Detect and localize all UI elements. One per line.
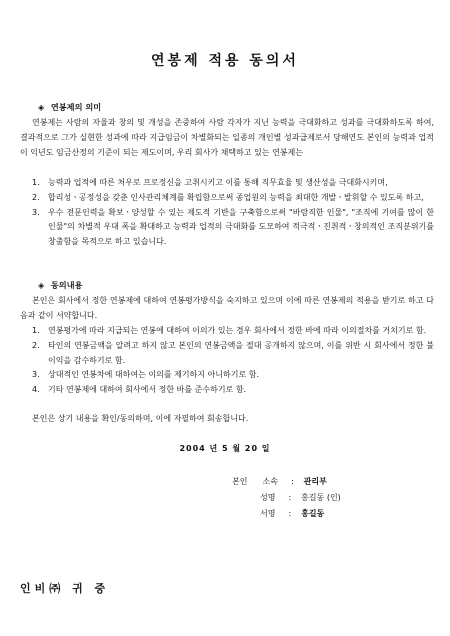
pledge-list — [20, 324, 434, 398]
document-title: 연봉제 적용 동의서 — [151, 53, 299, 69]
section-meaning-body — [20, 116, 434, 160]
signing-date: 2004 년 5 월 20 일 — [179, 444, 271, 453]
name-label: 성명 — [260, 493, 276, 502]
closing-statement: 본인은 상기 내용을 확인/동의하며, 이에 자필하여 회송합니다. — [32, 414, 249, 423]
paragraph-text: 본인은 회사에서 정한 연봉제에 대하여 연봉평가방식을 숙지하고 있으며 이에 따른 연봉제의 적용을 받기로 하고 다음과 같이 서약합니다. — [20, 296, 434, 320]
section-heading-text: 연봉제의 의미 — [50, 102, 102, 112]
list-item: 3. 상대적인 연봉차에 대하여는 이의를 제기하지 아니하기로 함. — [32, 370, 259, 380]
signature-sign-row: 서명 : 홍길동 — [260, 509, 325, 518]
sign-label: 서명 — [260, 509, 276, 518]
recipient-footer: 인비㈜ 귀 중 — [20, 582, 110, 595]
list-item: 1. 능력과 업적에 따른 처우로 프로정신을 고취시키고 이를 통해 직무효율 및 생산성을 극대화시키며, — [32, 178, 388, 187]
department-value: 관리부 — [303, 477, 327, 486]
diamond-bullet-icon: ◈ — [38, 102, 45, 112]
diamond-bullet-icon: ◈ — [38, 280, 45, 290]
list-item: 1. 연봉평가에 따라 지급되는 연봉에 대하여 이의가 있는 경우 회사에서 정한 바에 따라 이의절차를 거치기로 함. — [32, 326, 427, 335]
sign-value: 홍길동 — [301, 509, 325, 518]
paragraph-text: 연봉제는 사람의 자율과 창의 및 개성을 존중하여 사람 각자가 지닌 능력을 극대화하고 성과를 극대화하도록 하여, 결과적으로 그가 실현한 성과에 따라 지급임금이 차별화되는 일종의 개인별 성과급제로서 당해연도 본인의 능력과 업적이 익년도 임금산정의 기준이 되는 제도이며, 우리 회사가 채택하고 있는 연봉제는 — [20, 118, 434, 157]
department-label: 소속 — [262, 477, 279, 486]
signature-name-row: 성명 : 홍길동 (인) — [260, 493, 341, 502]
purpose-list — [20, 176, 434, 250]
list-item: 4. 기타 연봉제에 대하여 회사에서 정한 바를 준수하기로 함. — [32, 385, 247, 395]
name-value: 홍길동 (인) — [301, 493, 341, 502]
signature-department-row: 본인 소속 : 관리부 — [232, 477, 327, 486]
section-meaning-heading — [38, 102, 101, 113]
list-item: 2. 타인의 연봉금액을 알려고 하지 않고 본인의 연봉금액을 절대 공개하지 않으며, 이를 위반 시 회사에서 정한 불이익을 감수하기로 함. — [32, 340, 434, 365]
signer-prefix: 본인 — [232, 477, 248, 486]
list-item: 3. 우수 전문인력을 확보ㆍ양성할 수 있는 제도적 기반을 구축함으로써 "바람직한 인물", "조직에 기여를 많이 한 인물"의 차별적 우대 폭을 확대하고 능력과 업적의 극대화를 도모하여 적극적ㆍ진취적ㆍ창의적인 조직분위기를 창출함을 목적으로 하고 있습니다. — [32, 207, 434, 247]
section-heading-text: 동의내용 — [50, 280, 83, 290]
section-consent-heading — [38, 280, 83, 291]
list-item: 2. 합리성ㆍ공정성을 갖춘 인사관리체계를 확립함으로써 종업원의 능력을 최대한 개발ㆍ발휘할 수 있도록 하고, — [32, 192, 424, 202]
section-consent-body — [20, 294, 434, 324]
